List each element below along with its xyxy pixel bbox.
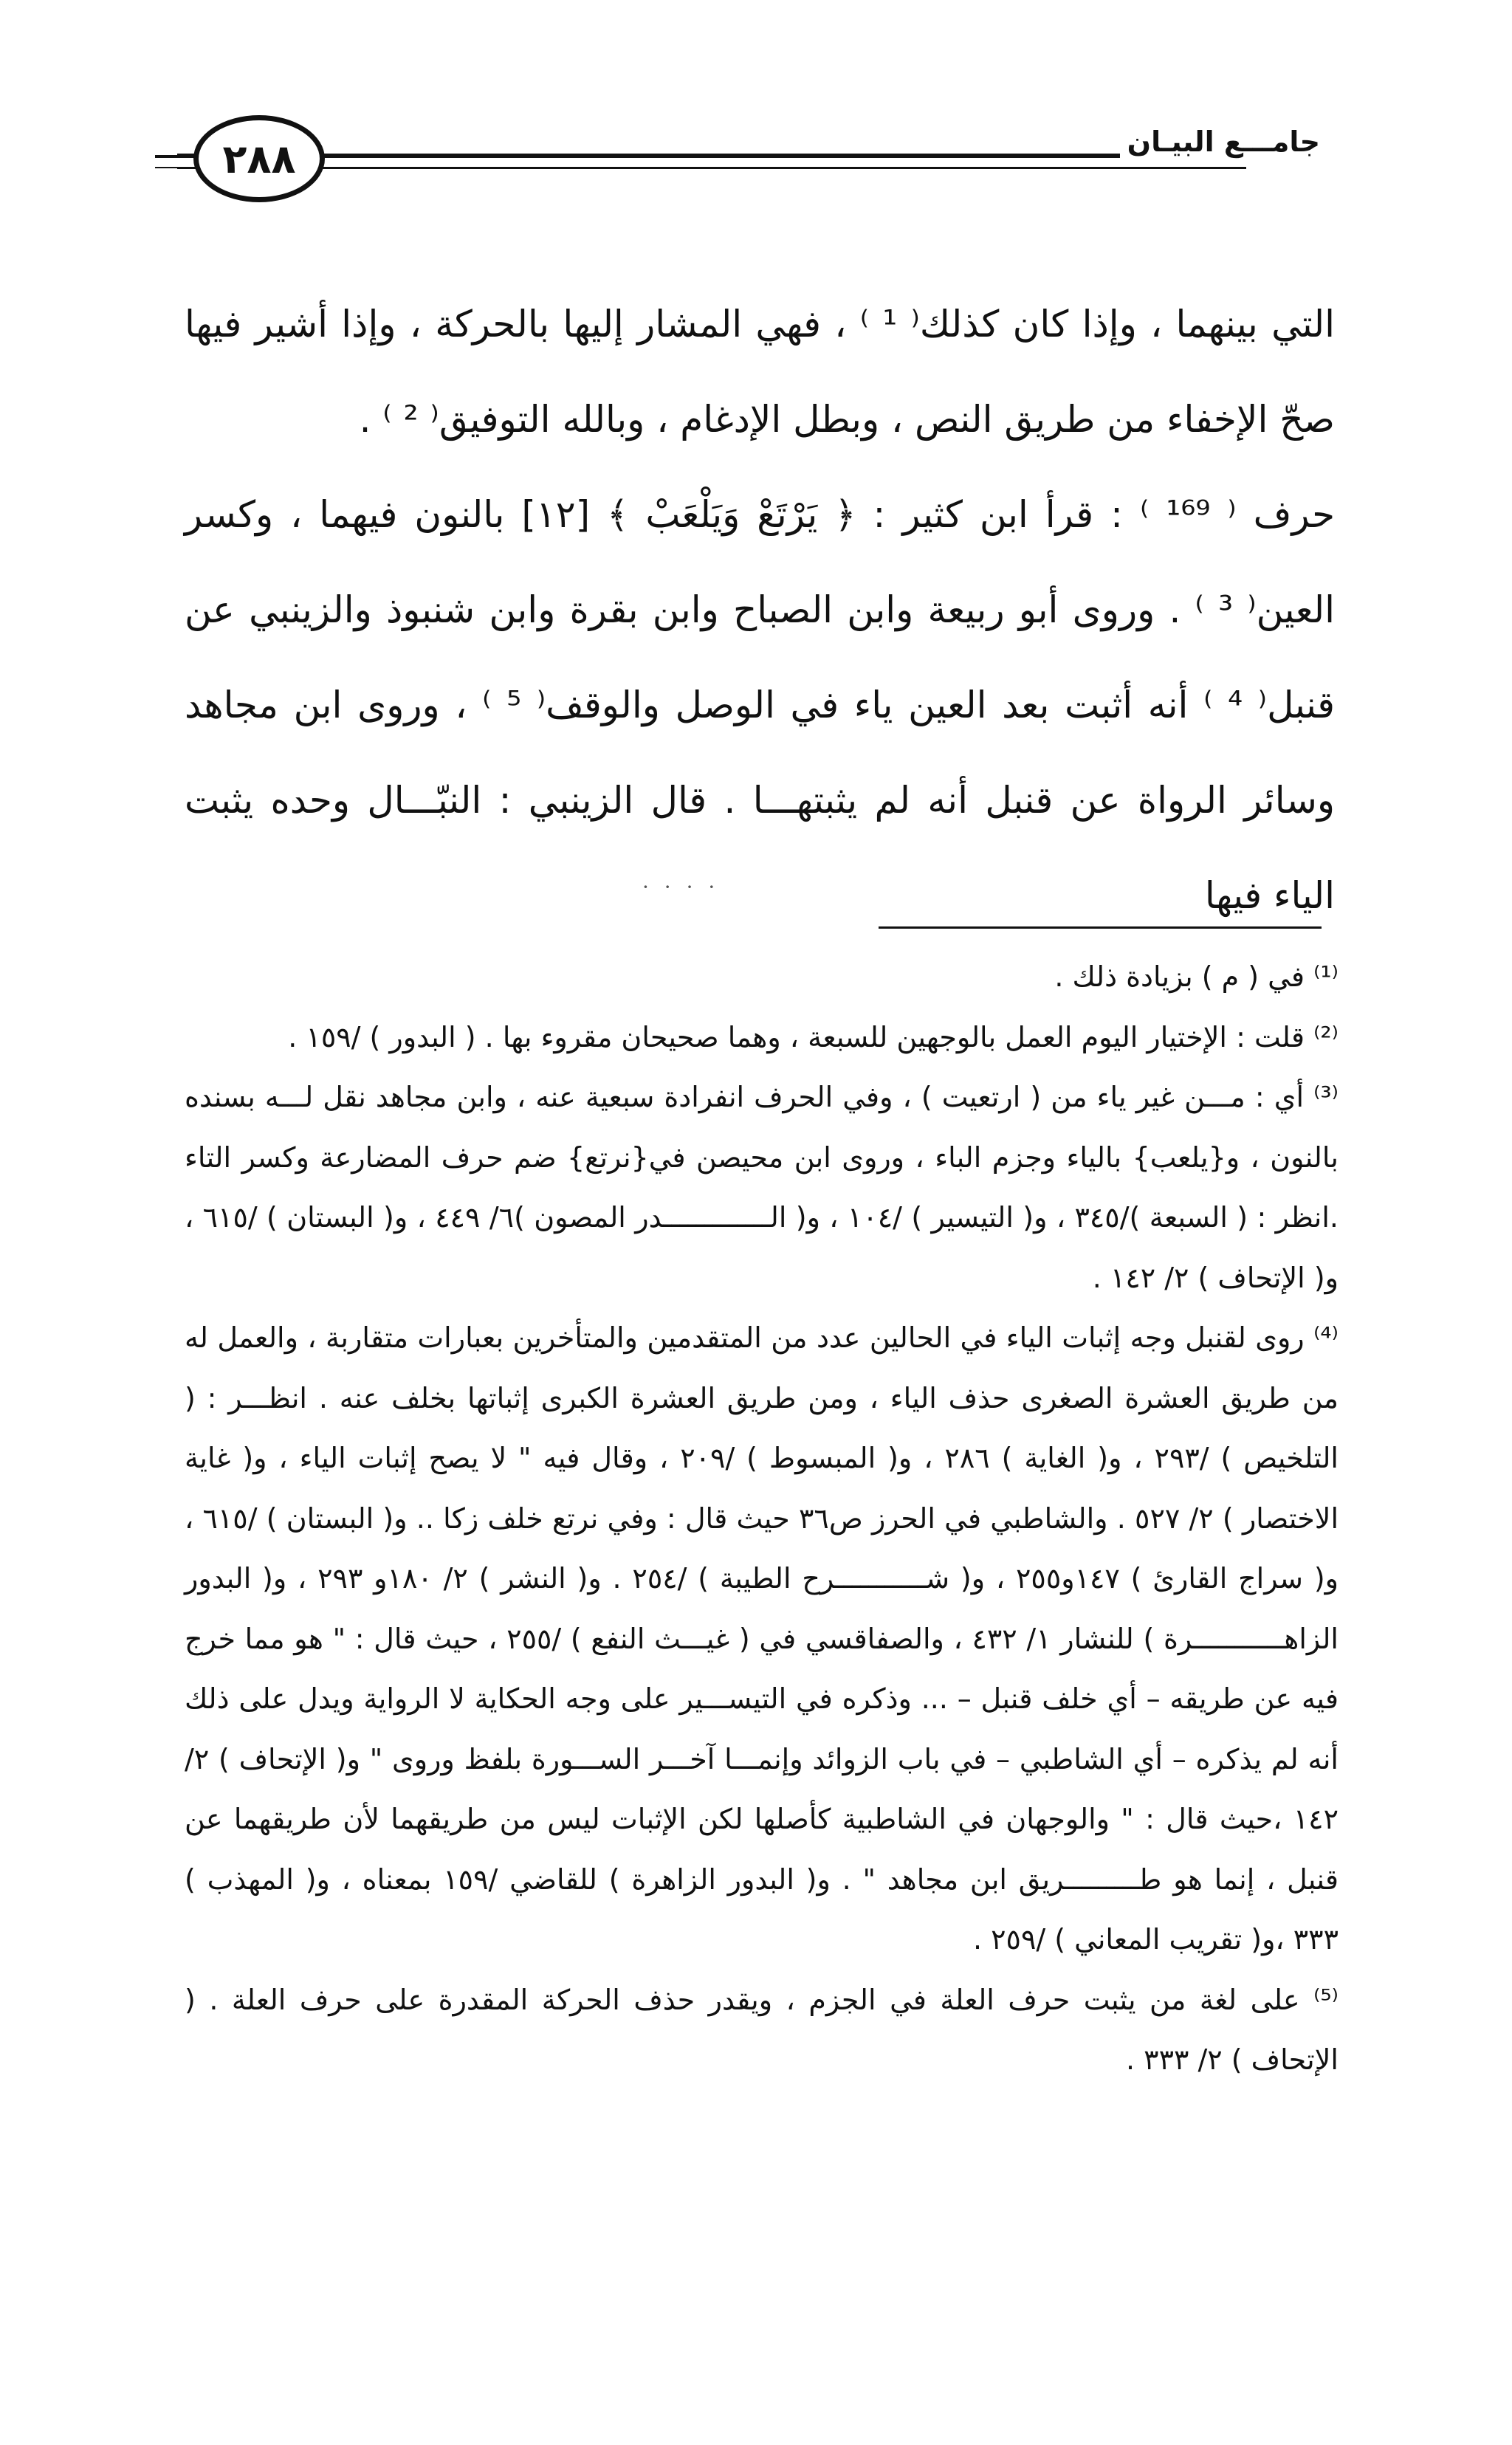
footnote-1: ⁽¹⁾ في ( م ) بزيادة ذلك .	[1054, 960, 1339, 993]
main-paragraph-1: التي بينهما ، وإذا كان كذلك⁽ ¹ ⁾ ، فهي المشار إليها بالحركة ، وإذا أشير فيها صحّ الإخفاء من طريق النص ، وبطل الإدغام ، وبالله التوفيق⁽ ² ⁾ .	[185, 303, 1335, 441]
footnotes	[185, 947, 1339, 2091]
footnote-separator	[879, 926, 1322, 929]
footnote-5: ⁽⁵⁾ على لغة من يثبت حرف العلة في الجزم ، ويقدر حذف الحركة المقدرة على حرف العلة . ( الإتحاف ) ٢/ ٣٣٣ .	[185, 1983, 1339, 2076]
main-text	[185, 277, 1335, 943]
page-number-oval	[193, 115, 325, 202]
page-number: ٢٨٨	[222, 135, 296, 182]
footnote-2: ⁽²⁾ قلت : الإختيار اليوم العمل بالوجهين للسبعة ، وهما صحيحان مقروء بها . ( البدور ) /١٥٩ .	[288, 1020, 1339, 1053]
book-title: جامـــع البيـان	[1120, 125, 1327, 158]
footnote-3: ⁽³⁾ أي : مـــن غير ياء من ( ارتعيت ) ، وفي الحرف انفرادة سبعية عنه ، وابن مجاهد نقل لـــه بسنده بالنون ، و{يلعب} بالياء وجزم الباء ، وروى ابن محيصن في{نرتع} ضم حرف المضارعة وكسر التاء .انظر : ( السبعة )/٣٤٥ ، و( التيسير ) /١٠٤ ، و( الـــــــــــــدر المصون )٦/ ٤٤٩ ، و( البستان ) /٦١٥ ، و( الإتحاف ) ٢/ ١٤٢ .	[185, 1081, 1339, 1294]
header-rule-thin	[177, 167, 1246, 169]
footnote-4: ⁽⁴⁾ روى لقنبل وجه إثبات الياء في الحالين عدد من المتقدمين والمتأخرين بعبارات متقاربة ، والعمل له من طريق العشرة الصغرى حذف الياء ، ومن طريق العشرة الكبرى إثباتها بخلف عنه . انظـــر : ( التلخيص ) /٢٩٣ ، و( الغاية ) ٢٨٦ ، و( المبسوط ) /٢٠٩ ، وقال فيه " لا يصح إثبات الياء ، و( غاية الاختصار ) ٢/ ٥٢٧ . والشاطبي في الحرز ص٣٦ حيث قال : وفي نرتع خلف زكا .. و( البستان ) /٦١٥ ، و( سراج القارئ ) ١٤٧و٢٥٥ ، و( شـــــــــــرح الطيبة ) /٢٥٤ . و( النشر ) ٢/ ١٨٠و ٢٩٣ ، و( البدور الزاهـــــــــــرة ) للنشار ١/ ٤٣٢ ، والصفاقسي في ( غيـــث النفع ) /٢٥٥ ، حيث قال : " هو مما خرج فيه عن طريقه – أي خلف قنبل – ... وذكره في التيســـير على وجه الحكاية لا الرواية ويدل على ذلك أنه لم يذكره – أي الشاطبي – في باب الزوائد وإنمـــا آخـــر الســـورة بلفظ وروى " و( الإتحاف ) ٢/ ١٤٢ ،حيث قال : " والوجهان في الشاطبية كأصلها لكن الإثبات ليس من طريقهما لأن طريقهما عن قنبل ، إنما هو طـــــــــريق ابن مجاهد " . و( البدور الزاهرة ) للقاضي /١٥٩ بمعناه ، و( المهذب ) ٣٣٣ ،و( تقريب المعاني ) /٢٥٩ .	[185, 1321, 1339, 1956]
decorative-dots: · · · ·	[642, 875, 720, 899]
header-rule-thick	[177, 154, 1246, 158]
page-header	[0, 111, 1512, 214]
main-paragraph-2: حرف ⁽ ¹⁶⁹ ⁾ : قرأ ابن كثير : ﴿ يَرْتَعْ وَيَلْعَبْ ﴾ [١٢] بالنون فيهما ، وكسر العين⁽ ³ ⁾ . وروى أبو ربيعة وابن الصباح وابن بقرة وابن شنبوذ والزينبي عن قنبل⁽ ⁴ ⁾ أنه أثبت بعد العين ياء في الوصل والوقف⁽ ⁵ ⁾ ، وروى ابن مجاهد وسائر الرواة عن قنبل أنه لم يثبتهـــا . قال الزينبي : النبّـــال وحده يثبت الياء فيها	[185, 493, 1336, 917]
